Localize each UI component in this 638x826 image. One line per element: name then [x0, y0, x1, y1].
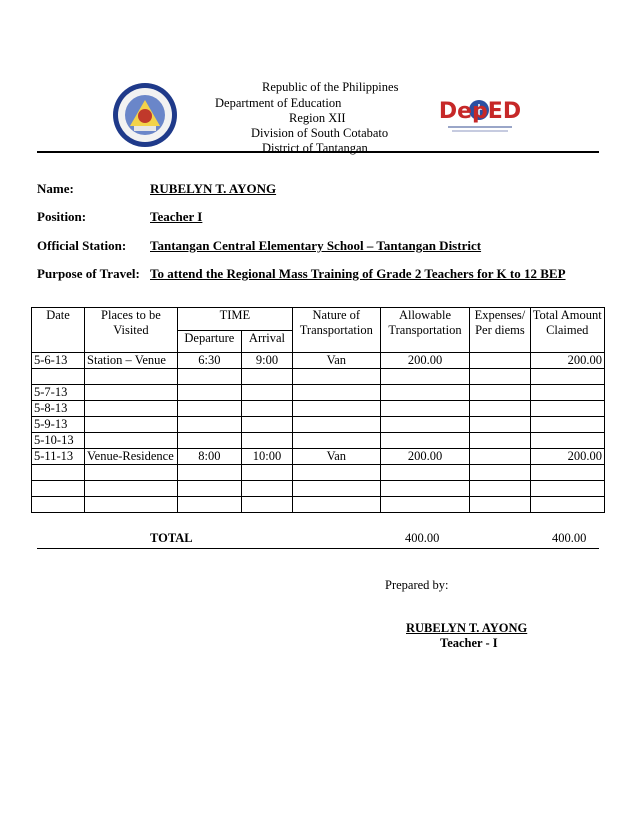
purpose-value: To attend the Regional Mass Training of Grade 2 Teachers for K to 12 BEP — [150, 266, 566, 281]
header-total: Total Amount Claimed — [530, 308, 605, 353]
cell-places — [85, 481, 178, 497]
table-row — [32, 417, 605, 433]
cell-places: Venue-Residence — [85, 449, 178, 465]
position-value: Teacher I — [150, 209, 203, 224]
cell-date — [32, 369, 85, 385]
table-row — [32, 481, 605, 497]
table-row — [32, 449, 605, 465]
cell-expenses — [470, 481, 530, 497]
header-district: District of Tantangan — [262, 141, 368, 155]
header-divider — [37, 151, 599, 153]
cell-departure — [177, 497, 241, 513]
name-value: RUBELYN T. AYONG — [150, 181, 277, 196]
station-label: Official Station: — [37, 238, 127, 253]
cell-nature: Van — [292, 353, 380, 369]
header-division: Division of South Cotabato — [251, 126, 389, 140]
table-row — [32, 369, 605, 385]
header-republic: Republic of the Philippines — [262, 80, 399, 94]
cell-nature — [292, 417, 380, 433]
cell-total — [530, 497, 605, 513]
cell-departure: 8:00 — [177, 449, 241, 465]
deped-logo-text: DepED — [438, 99, 522, 124]
cell-nature: Van — [292, 449, 380, 465]
header-nature: Nature of Transportation — [292, 308, 380, 353]
itinerary-table — [31, 307, 605, 513]
cell-total — [530, 433, 605, 449]
cell-nature — [292, 369, 380, 385]
table-row — [32, 353, 605, 369]
cell-allowable — [380, 465, 470, 481]
cell-allowable — [380, 401, 470, 417]
cell-total — [530, 401, 605, 417]
cell-arrival: 9:00 — [242, 353, 293, 369]
table-row — [32, 497, 605, 513]
cell-places — [85, 433, 178, 449]
cell-expenses — [470, 417, 530, 433]
cell-arrival: 10:00 — [242, 449, 293, 465]
cell-allowable — [380, 417, 470, 433]
cell-date — [32, 497, 85, 513]
cell-date: 5-8-13 — [32, 401, 85, 417]
table-header-row — [32, 308, 605, 331]
header-expenses: Expenses/ Per diems — [470, 308, 530, 353]
cell-arrival — [242, 401, 293, 417]
cell-places: Station – Venue — [85, 353, 178, 369]
cell-allowable — [380, 385, 470, 401]
cell-total — [530, 417, 605, 433]
cell-arrival — [242, 481, 293, 497]
header-time: TIME — [177, 308, 292, 331]
total-claimed: 400.00 — [552, 531, 587, 545]
cell-arrival — [242, 465, 293, 481]
cell-places — [85, 385, 178, 401]
station-value: Tantangan Central Elementary School – Tantangan District — [150, 238, 482, 253]
header-date: Date — [32, 308, 85, 353]
cell-nature — [292, 465, 380, 481]
header-allowable: Allowable Transportation — [380, 308, 470, 353]
cell-places — [85, 417, 178, 433]
cell-total — [530, 369, 605, 385]
deped-seal-logo — [112, 82, 178, 148]
cell-expenses — [470, 449, 530, 465]
cell-nature — [292, 433, 380, 449]
cell-date: 5-6-13 — [32, 353, 85, 369]
header-arrival: Arrival — [242, 330, 293, 353]
table-row — [32, 465, 605, 481]
cell-places — [85, 497, 178, 513]
cell-date: 5-11-13 — [32, 449, 85, 465]
cell-allowable — [380, 497, 470, 513]
deped-logo — [438, 90, 522, 138]
cell-nature — [292, 497, 380, 513]
cell-departure — [177, 481, 241, 497]
table-row — [32, 385, 605, 401]
cell-total — [530, 385, 605, 401]
cell-departure — [177, 433, 241, 449]
name-label: Name: — [37, 181, 74, 196]
cell-expenses — [470, 497, 530, 513]
cell-expenses — [470, 353, 530, 369]
cell-arrival — [242, 385, 293, 401]
total-label: TOTAL — [150, 531, 193, 545]
cell-departure — [177, 401, 241, 417]
cell-places — [85, 369, 178, 385]
cell-places — [85, 401, 178, 417]
cell-date: 5-7-13 — [32, 385, 85, 401]
cell-expenses — [470, 369, 530, 385]
cell-arrival — [242, 369, 293, 385]
total-allowable: 400.00 — [405, 531, 440, 545]
table-row — [32, 401, 605, 417]
cell-departure — [177, 417, 241, 433]
cell-total: 200.00 — [530, 353, 605, 369]
cell-date: 5-10-13 — [32, 433, 85, 449]
cell-allowable: 200.00 — [380, 353, 470, 369]
cell-departure: 6:30 — [177, 353, 241, 369]
table-row — [32, 433, 605, 449]
cell-allowable — [380, 433, 470, 449]
cell-allowable — [380, 481, 470, 497]
cell-expenses — [470, 465, 530, 481]
cell-arrival — [242, 497, 293, 513]
purpose-label: Purpose of Travel: — [37, 266, 140, 281]
cell-total — [530, 465, 605, 481]
cell-date: 5-9-13 — [32, 417, 85, 433]
signatory-name: RUBELYN T. AYONG — [406, 621, 528, 635]
cell-nature — [292, 401, 380, 417]
signatory-title: Teacher - I — [440, 636, 498, 650]
header-places: Places to be Visited — [85, 308, 178, 353]
cell-expenses — [470, 385, 530, 401]
cell-arrival — [242, 417, 293, 433]
cell-date — [32, 465, 85, 481]
position-label: Position: — [37, 209, 87, 224]
cell-departure — [177, 369, 241, 385]
prepared-by-label: Prepared by: — [385, 578, 449, 592]
cell-departure — [177, 465, 241, 481]
header-region: Region XII — [289, 111, 346, 125]
cell-date — [32, 481, 85, 497]
cell-total: 200.00 — [530, 449, 605, 465]
cell-expenses — [470, 433, 530, 449]
cell-expenses — [470, 401, 530, 417]
cell-nature — [292, 481, 380, 497]
cell-total — [530, 481, 605, 497]
cell-allowable — [380, 369, 470, 385]
cell-nature — [292, 385, 380, 401]
cell-places — [85, 465, 178, 481]
cell-departure — [177, 385, 241, 401]
header-departure: Departure — [177, 330, 241, 353]
cell-arrival — [242, 433, 293, 449]
cell-allowable: 200.00 — [380, 449, 470, 465]
header-department: Department of Education — [215, 96, 342, 110]
total-underline — [37, 548, 599, 549]
